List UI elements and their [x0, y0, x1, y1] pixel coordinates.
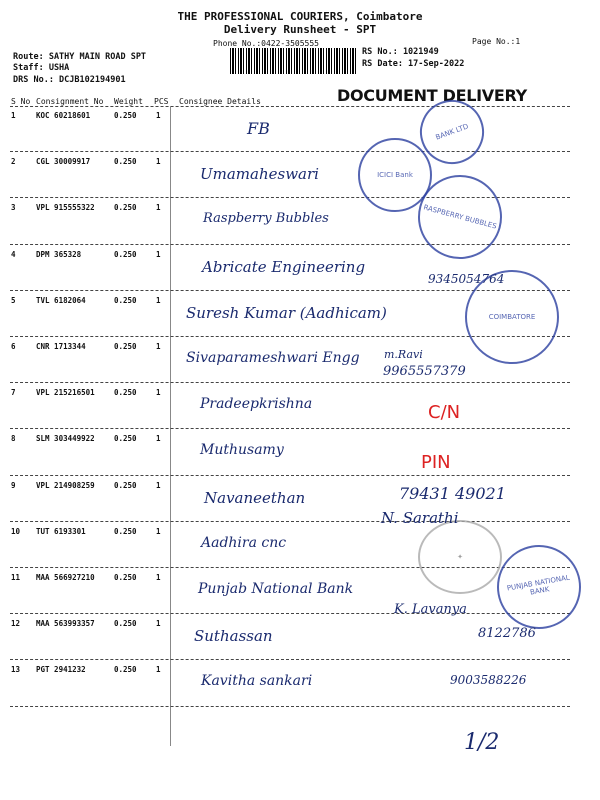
row-weight: 0.250 — [114, 619, 137, 629]
row-sno: 7 — [11, 388, 16, 398]
row-sno: 10 — [11, 526, 21, 536]
header-separator — [10, 106, 570, 107]
row-consignment: MAA 563993357 — [36, 619, 95, 629]
row-weight: 0.250 — [114, 111, 137, 120]
row-separator — [10, 475, 570, 476]
col-sno: S No — [11, 97, 31, 106]
rs-date: RS Date: 17-Sep-2022 — [362, 59, 465, 69]
row-weight: 0.250 — [114, 665, 137, 675]
col-consignment: Consignment No — [36, 97, 104, 106]
phone-annotation-2: 9965557379 — [383, 364, 466, 379]
column-divider — [170, 106, 171, 746]
row-weight: 0.250 — [114, 526, 137, 536]
row-pcs: 1 — [156, 665, 161, 675]
row-consignee: FB — [247, 119, 270, 138]
row-weight: 0.250 — [114, 203, 137, 213]
row-consignment: CGL 30009917 — [36, 157, 91, 167]
row-sno: 8 — [11, 434, 16, 444]
company-name: THE PROFESSIONAL COURIERS, Coimbatore — [177, 10, 423, 23]
row-pcs: 1 — [156, 480, 161, 490]
row-pcs: 1 — [156, 434, 161, 444]
cn-mark: C/N — [428, 402, 461, 423]
row-consignee: Suthassan — [194, 627, 273, 646]
raspberry-stamp-text: RASPBERRY BUBBLES — [422, 203, 498, 231]
barcode — [230, 48, 357, 74]
row-consignee: Raspberry Bubbles — [203, 211, 329, 227]
row-weight: 0.250 — [114, 342, 137, 351]
phone-annotation-1: 9345054764 — [428, 272, 505, 286]
faded-stamp: ✦ — [418, 520, 502, 594]
row-consignee: Sivaparameshwari Engg — [186, 350, 360, 366]
row-consignee: Aadhira cnc — [201, 534, 287, 551]
row-sno: 2 — [11, 157, 16, 167]
row-consignee: Punjab National Bank — [198, 581, 354, 597]
row-weight: 0.250 — [114, 573, 137, 582]
row-separator — [10, 613, 570, 614]
icici-stamp-text: ICICI Bank — [377, 171, 413, 179]
row-sno: 12 — [11, 619, 21, 629]
pnb-stamp — [490, 538, 587, 635]
signature-sarathi: N. Sarathi — [381, 509, 459, 527]
staff: Staff: USHA — [13, 63, 70, 73]
row-separator — [10, 151, 570, 152]
row-consignee: Umamaheswari — [200, 165, 319, 184]
signature-ravi: m.Ravi — [384, 348, 423, 361]
row-consignment: VPL 215216501 — [36, 388, 95, 398]
row-consignment: PGT 2941232 — [36, 665, 86, 675]
row-pcs: 1 — [156, 249, 161, 259]
row-consignee: Abricate Engineering — [202, 257, 366, 276]
row-pcs: 1 — [156, 526, 161, 536]
pnb-stamp-text: PUNJAB NATIONAL BANK — [506, 573, 571, 597]
row-pcs: 1 — [156, 203, 161, 213]
rs-number: RS No.: 1021949 — [362, 47, 439, 57]
row-pcs: 1 — [156, 573, 161, 582]
pin-mark: PIN — [421, 452, 451, 473]
row-sno: 3 — [11, 203, 16, 213]
phone-annotation-3: 79431 49021 — [399, 484, 506, 503]
col-weight: Weight — [114, 97, 143, 106]
row-separator — [10, 521, 570, 522]
row-sno: 4 — [11, 249, 16, 259]
phone-annotation-5: 9003588226 — [450, 673, 527, 687]
company-title — [0, 10, 600, 36]
row-sno: 6 — [11, 342, 16, 351]
row-pcs: 1 — [156, 157, 161, 167]
signature-lavanya: K. Lavanya — [394, 602, 467, 617]
row-consignment: DPM 365328 — [36, 249, 82, 259]
row-sno: 5 — [11, 295, 16, 305]
phone-annotation-4: 8122786 — [478, 626, 536, 641]
row-consignee: Pradeepkrishna — [200, 396, 313, 413]
row-sno: 11 — [11, 573, 21, 582]
row-weight: 0.250 — [114, 157, 137, 167]
row-consignment: MAA 566927210 — [36, 573, 95, 582]
row-consignment: CNR 1713344 — [36, 342, 86, 351]
row-consignment: VPL 915555322 — [36, 203, 95, 213]
row-weight: 0.250 — [114, 388, 137, 398]
document-delivery-stamp: DOCUMENT DELIVERY — [337, 86, 527, 105]
row-weight: 0.250 — [114, 434, 137, 444]
row-weight: 0.250 — [114, 249, 137, 259]
row-consignment: TVL 6182064 — [36, 295, 86, 305]
page-mark: 1/2 — [464, 730, 500, 755]
runsheet-title: Delivery Runsheet - SPT — [223, 23, 377, 36]
row-consignment: KOC 60218601 — [36, 111, 91, 120]
drs-number: DRS No.: DCJB102194901 — [13, 75, 126, 85]
row-pcs: 1 — [156, 388, 161, 398]
row-consignee: Suresh Kumar (Aadhicam) — [186, 303, 387, 322]
coimbatore-stamp-text: COIMBATORE — [488, 313, 536, 321]
row-weight: 0.250 — [114, 295, 137, 305]
row-pcs: 1 — [156, 342, 161, 351]
col-details: Consignee Details — [179, 97, 261, 106]
phone-number: Phone No.:0422-3505555 — [213, 39, 319, 48]
row-consignment: SLM 303449922 — [36, 434, 95, 444]
row-weight: 0.250 — [114, 480, 137, 490]
row-pcs: 1 — [156, 295, 161, 305]
page-number: Page No.:1 — [472, 37, 521, 46]
row-separator — [10, 659, 570, 660]
row-sno: 9 — [11, 480, 16, 490]
row-sno: 1 — [11, 111, 16, 120]
row-consignee: Kavitha sankari — [201, 673, 313, 690]
row-consignment: TUT 6193301 — [36, 526, 86, 536]
row-consignee: Navaneethan — [204, 488, 306, 507]
row-pcs: 1 — [156, 619, 161, 629]
row-separator — [10, 382, 570, 383]
row-sno: 13 — [11, 665, 21, 675]
row-consignment: VPL 214908259 — [36, 480, 95, 490]
row-consignee: Muthusamy — [200, 442, 284, 459]
bank-stamp-text: BANK LTD — [434, 122, 470, 142]
row-separator — [10, 428, 570, 429]
route: Route: SATHY MAIN ROAD SPT — [13, 52, 147, 62]
col-pcs: PCS — [154, 97, 169, 106]
row-separator — [10, 706, 570, 707]
row-pcs: 1 — [156, 111, 161, 120]
